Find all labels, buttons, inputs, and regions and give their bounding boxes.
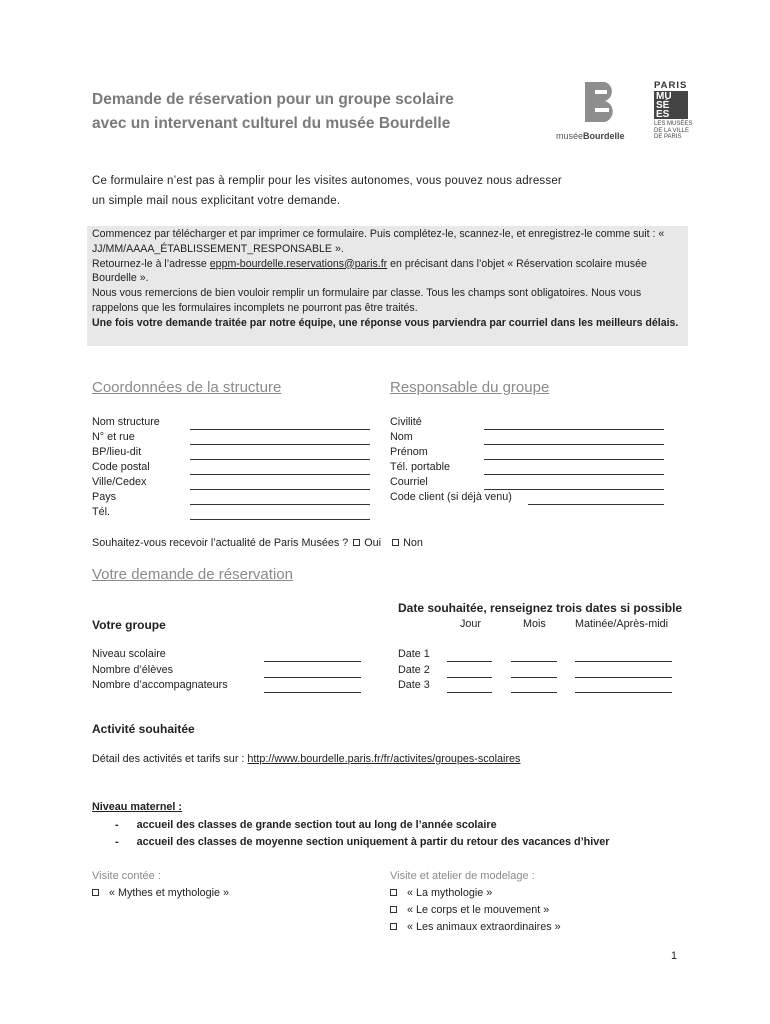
structure-field-input-4[interactable] [190, 474, 370, 475]
atelier-option-3[interactable] [388, 921, 561, 933]
instructions-p2 [92, 257, 683, 287]
date-3-mois-input[interactable] [511, 692, 557, 693]
visite-contee-heading: Visite contée : [92, 870, 161, 882]
col-mois: Mois [523, 618, 546, 630]
responsable-field-label-3: Prénom [390, 446, 428, 458]
paris-musees-subtitle: LES MUSÉES DE LA VILLE DE PARIS [654, 121, 693, 140]
dates-heading: Date souhaitée, renseignez trois dates si possible [398, 601, 683, 615]
date-3-moment-input[interactable] [575, 692, 672, 693]
title-line-2: avec un intervenant culturel du musée Bourdelle [92, 115, 451, 132]
activite-detail-prefix: Détail des activités et tarifs sur : [92, 753, 248, 765]
date-2-mois-input[interactable] [511, 677, 557, 678]
structure-field-label-5: Ville/Cedex [92, 476, 147, 488]
instructions-p2-after: en précisant dans l’objet « Réservation scolaire musée Bourdelle ». [92, 257, 647, 285]
groupe-field-input-1[interactable] [264, 661, 361, 662]
structure-field-input-2[interactable] [190, 444, 370, 445]
responsable-heading: Responsable du groupe [390, 379, 550, 396]
date-label-2: Date 2 [398, 663, 430, 676]
atelier-heading: Visite et atelier de modelage : [390, 870, 535, 882]
instructions-p3: Nous vous remercions de bien vouloir remplir un formulaire par classe. Tous les champs sont obligatoires. Nous vous rappelons que les formulaires incomplets ne pourront pas être traités. [92, 287, 642, 314]
instructions-p1: Commencez par télécharger et par imprimer ce formulaire. Puis complétez-le, scannez-le, et enregistrez-le comme suit : « JJ/MM/AAAA_ÉTABLISSEMENT_RESPONSABLE ». [92, 228, 665, 255]
newsletter-question: Souhaitez-vous recevoir l’actualité de Paris Musées ? [92, 537, 349, 549]
title-line-1: Demande de réservation pour un groupe scolaire [92, 91, 454, 108]
date-label-3: Date 3 [398, 679, 430, 691]
intro-text [92, 171, 652, 211]
structure-heading: Coordonnées de la structure [92, 379, 282, 396]
groupe-heading: Votre groupe [92, 618, 166, 632]
date-1-jour-input[interactable] [447, 661, 492, 662]
responsable-field-input-3[interactable] [484, 459, 664, 460]
responsable-field-label-2: Nom [390, 431, 413, 443]
atelier-option-2[interactable] [388, 904, 549, 916]
visite-contee-checkbox[interactable] [92, 889, 99, 896]
responsable-field-input-2[interactable] [484, 444, 664, 445]
atelier-label-3: « Les animaux extraordinaires » [407, 921, 561, 933]
responsable-field-input-6[interactable] [528, 504, 664, 505]
paris-musees-logo-box [654, 91, 688, 119]
date-1-moment-input[interactable] [575, 661, 672, 662]
pm-box-line-3: ES [656, 109, 670, 120]
atelier-label-2: « Le corps et le mouvement » [407, 904, 550, 916]
intro-line-1: Ce formulaire n’est pas à remplir pour les visites autonomes, vous pouvez nous adresser [92, 175, 562, 187]
responsable-field-label-6: Code client (si déjà venu) [390, 491, 512, 503]
responsable-field-input-4[interactable] [484, 474, 664, 475]
maternel-item-2: - accueil des classes de moyenne section uniquement à partir du retour des vacances d’hiver [115, 836, 610, 848]
logo-prefix: musée [556, 131, 584, 141]
structure-field-input-5[interactable] [190, 489, 370, 490]
col-jour: Jour [460, 618, 482, 630]
responsable-field-label-5: Courriel [390, 476, 428, 488]
responsable-field-label-4: Tél. portable [390, 461, 451, 473]
document-title [92, 88, 454, 136]
groupe-field-input-2[interactable] [264, 677, 361, 678]
structure-field-label-1: Nom structure [92, 416, 160, 428]
structure-field-label-4: Code postal [92, 461, 150, 473]
groupe-field-label-1: Niveau scolaire [92, 648, 166, 660]
date-2-jour-input[interactable] [447, 677, 492, 678]
atelier-checkbox-2[interactable] [390, 906, 397, 913]
maternel-item-1: - accueil des classes de grande section tout au long de l’année scolaire [115, 819, 497, 831]
bourdelle-b-logo-icon [583, 80, 623, 124]
col-moment: Matinée/Après-midi [575, 618, 669, 630]
instructions-p4: Une fois votre demande traitée par notre équipe, une réponse vous parviendra par courriel dans les meilleurs délais. [92, 316, 679, 329]
atelier-label-1: « La mythologie » [407, 887, 493, 899]
logo-name: Bourdelle [583, 131, 625, 141]
responsable-field-label-1: Civilité [390, 416, 422, 428]
structure-field-label-6: Pays [92, 491, 117, 503]
newsletter-row [92, 537, 423, 549]
structure-field-input-7[interactable] [190, 519, 370, 520]
contact-email-link[interactable]: eppm-bourdelle.reservations@paris.fr [209, 257, 388, 270]
structure-field-input-1[interactable] [190, 429, 370, 430]
structure-field-input-3[interactable] [190, 459, 370, 460]
visite-contee-label: « Mythes et mythologie » [109, 887, 230, 899]
pm-box-line-2: SÉ [656, 100, 670, 111]
responsable-field-input-1[interactable] [484, 429, 664, 430]
structure-field-input-6[interactable] [190, 504, 370, 505]
structure-field-label-3: BP/lieu-dit [92, 446, 142, 458]
newsletter-yes-label: Oui [364, 537, 382, 549]
maternel-heading: Niveau maternel : [92, 801, 183, 813]
activites-link[interactable]: http://www.bourdelle.paris.fr/fr/activites/groupes-scolaires [247, 753, 521, 765]
intro-line-2: un simple mail nous explicitant votre demande. [92, 195, 341, 207]
bourdelle-logo-caption [556, 131, 625, 141]
paris-musees-paris-label: PARIS [654, 80, 688, 91]
groupe-field-label-3: Nombre d’accompagnateurs [92, 679, 228, 691]
maternel-item-1-text: accueil des classes de grande section tout au long de l’année scolaire [136, 819, 497, 831]
date-3-jour-input[interactable] [447, 692, 492, 693]
date-label-1: Date 1 [398, 648, 430, 660]
visite-contee-option[interactable] [90, 887, 229, 899]
activite-detail [92, 753, 520, 765]
atelier-option-1[interactable] [388, 887, 492, 899]
page-number: 1 [671, 950, 678, 962]
structure-field-label-7: Tél. [92, 506, 110, 518]
maternel-item-2-text: accueil des classes de moyenne section uniquement à partir du retour des vacances d’hiver [136, 836, 610, 848]
atelier-checkbox-1[interactable] [390, 889, 397, 896]
groupe-field-label-2: Nombre d’élèves [92, 663, 174, 676]
atelier-checkbox-3[interactable] [390, 923, 397, 930]
newsletter-no-checkbox[interactable] [392, 539, 399, 546]
structure-field-label-2: N° et rue [92, 431, 135, 443]
responsable-field-input-5[interactable] [484, 489, 664, 490]
instructions-box [87, 226, 688, 346]
newsletter-yes-checkbox[interactable] [353, 539, 360, 546]
activite-heading: Activité souhaitée [92, 722, 195, 736]
date-2-moment-input[interactable] [575, 677, 672, 678]
reservation-heading: Votre demande de réservation [92, 566, 293, 583]
pm-box-line-1: MU [656, 91, 672, 102]
instructions-p2-before: Retournez-le à l’adresse [92, 257, 210, 270]
newsletter-no-label: Non [403, 537, 423, 549]
groupe-field-input-3[interactable] [264, 692, 361, 693]
date-1-mois-input[interactable] [511, 661, 557, 662]
